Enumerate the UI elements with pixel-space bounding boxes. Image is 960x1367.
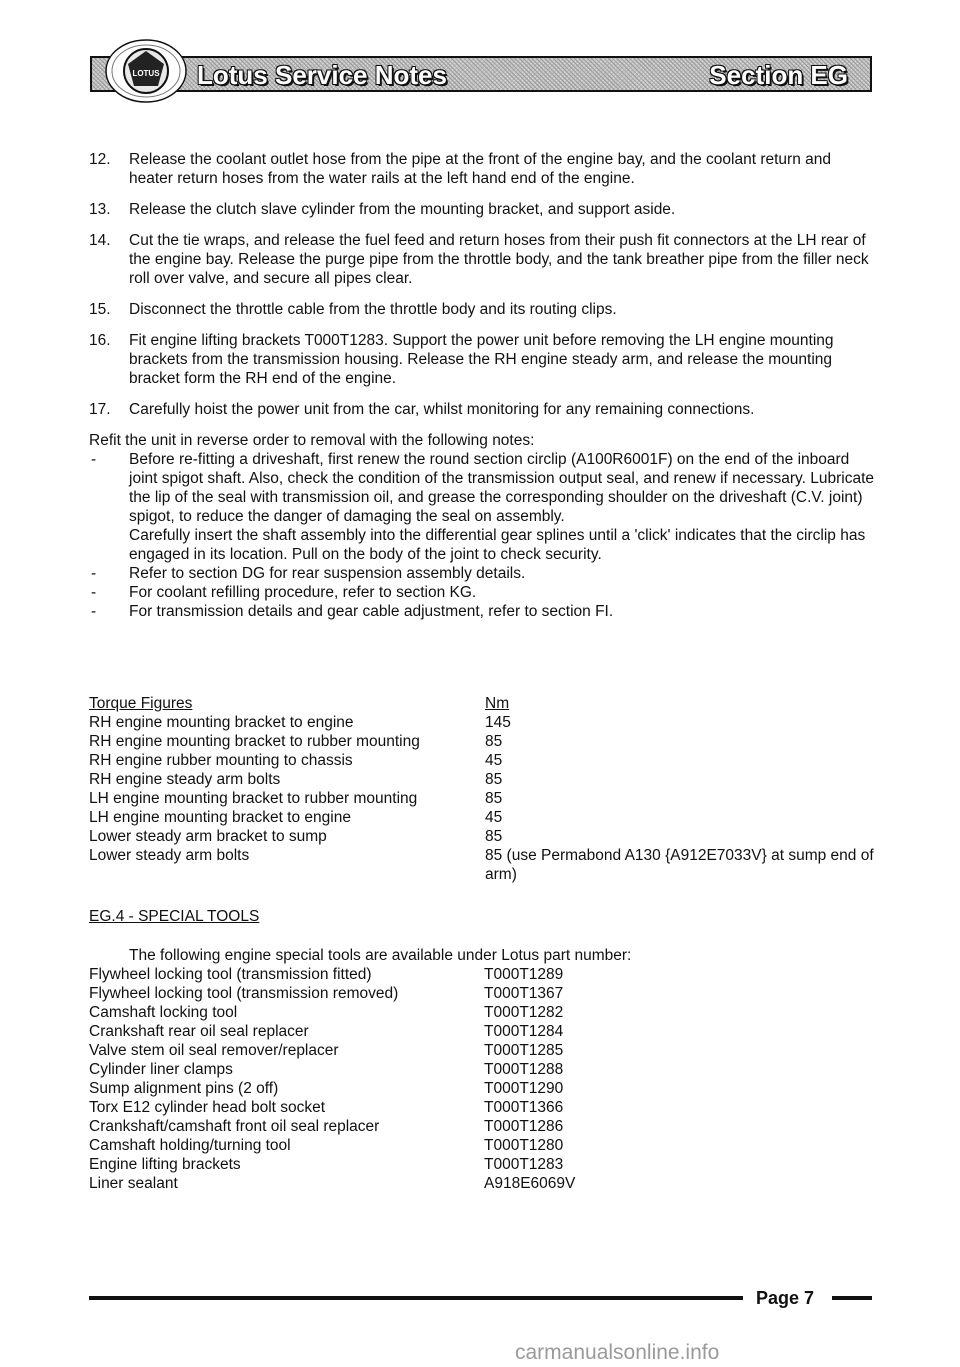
- note-text: Before re-fitting a driveshaft, first renew the round section circlip (A100R6001F) on the end of the inboard joint spigot shaft. Also, check the condition of the transmission output seal, and renew if necessary. Lubricate the lip of the seal with transmission oil, and grease the corresponding shoulder on the driveshaft (C.V. joint) spigot, to reduce the danger of damaging the seal on assembly.: [129, 451, 874, 525]
- tool-name: Crankshaft rear oil seal replacer: [89, 1023, 309, 1040]
- torque-value: 45: [485, 809, 503, 826]
- table-row: [89, 713, 879, 732]
- tool-part-number: T000T1366: [484, 1099, 564, 1116]
- note-dash: -: [91, 451, 97, 468]
- step-17: [89, 400, 879, 419]
- list-item: [89, 1174, 879, 1193]
- torque-desc: Lower steady arm bolts: [89, 847, 250, 864]
- tool-name: Flywheel locking tool (transmission removed): [89, 985, 399, 1002]
- special-tools-list: [89, 946, 879, 1193]
- step-text: Carefully hoist the power unit from the car, whilst monitoring for any remaining connections.: [129, 401, 755, 418]
- step-16: [89, 331, 879, 388]
- step-15: [89, 300, 879, 319]
- list-item: [89, 1155, 879, 1174]
- note-text: Carefully insert the shaft assembly into the differential gear splines until a 'click' indicates that the circlip has engaged in its location. Pull on the body of the joint to check security.: [129, 527, 866, 563]
- note-dash: -: [91, 584, 97, 601]
- list-item: [89, 1136, 879, 1155]
- step-14: [89, 231, 879, 288]
- torque-header-row: [89, 694, 879, 713]
- header-banner: [90, 56, 872, 92]
- note-text: For transmission details and gear cable adjustment, refer to section FI.: [129, 603, 614, 620]
- list-item: [89, 1079, 879, 1098]
- table-row: [89, 789, 879, 808]
- torque-value: 45: [485, 752, 503, 769]
- footer-rule-end: [832, 1296, 872, 1300]
- step-number: 15.: [89, 301, 111, 318]
- list-item: [89, 1041, 879, 1060]
- step-text: Fit engine lifting brackets T000T1283. Support the power unit before removing the LH engine mounting brackets from the transmission housing. Release the RH engine steady arm, and release the mounting bracket form the RH end of the engine.: [129, 332, 834, 387]
- refit-note: [89, 602, 879, 621]
- torque-value: 85 (use Permabond A130 {A912E7033V} at sump end of arm): [485, 847, 874, 883]
- torque-heading: Torque Figures: [89, 695, 193, 712]
- tool-part-number: T000T1289: [484, 966, 564, 983]
- refit-note: [89, 564, 879, 583]
- step-number: 17.: [89, 401, 111, 418]
- step-text: Cut the tie wraps, and release the fuel feed and return hoses from their push fit connectors at the LH rear of the engine bay. Release the purge pipe from the throttle body, and the tank breather pipe from the filler neck roll over valve, and secure all pipes clear.: [129, 232, 869, 287]
- refit-intro: Refit the unit in reverse order to removal with the following notes:: [89, 432, 535, 449]
- refit-note: [89, 450, 879, 564]
- tool-name: Liner sealant: [89, 1175, 178, 1192]
- tool-part-number: T000T1286: [484, 1118, 564, 1135]
- table-row: [89, 770, 879, 789]
- tool-part-number: T000T1283: [484, 1156, 564, 1173]
- torque-unit: Nm: [485, 695, 510, 712]
- step-number: 12.: [89, 151, 111, 168]
- step-text: Release the coolant outlet hose from the pipe at the front of the engine bay, and the coolant return and heater return hoses from the water rails at the left hand end of the engine.: [129, 151, 831, 187]
- special-tools-heading: EG.4 - SPECIAL TOOLS: [89, 908, 260, 925]
- tool-part-number: T000T1367: [484, 985, 564, 1002]
- watermark: carmanualsonline.info: [515, 1341, 720, 1364]
- torque-value: 145: [485, 714, 511, 731]
- list-item: [89, 1060, 879, 1079]
- list-item: [89, 1003, 879, 1022]
- table-row: [89, 808, 879, 827]
- torque-value: 85: [485, 771, 503, 788]
- torque-value: 85: [485, 733, 503, 750]
- note-dash: -: [91, 603, 97, 620]
- torque-desc: RH engine mounting bracket to rubber mounting: [89, 733, 420, 750]
- torque-desc: LH engine mounting bracket to engine: [89, 809, 351, 826]
- tool-name: Flywheel locking tool (transmission fitted): [89, 966, 372, 983]
- footer-rule: [89, 1296, 743, 1300]
- tool-name: Sump alignment pins (2 off): [89, 1080, 279, 1097]
- tool-part-number: T000T1288: [484, 1061, 564, 1078]
- list-item: [89, 1098, 879, 1117]
- logo-text: LOTUS: [132, 69, 160, 78]
- tool-part-number: T000T1290: [484, 1080, 564, 1097]
- tool-part-number: A918E6069V: [484, 1175, 576, 1192]
- torque-value: 85: [485, 828, 503, 845]
- tool-part-number: T000T1284: [484, 1023, 564, 1040]
- torque-desc: RH engine steady arm bolts: [89, 771, 281, 788]
- torque-desc: RH engine rubber mounting to chassis: [89, 752, 353, 769]
- page-number: Page 7: [756, 1288, 815, 1308]
- tool-name: Torx E12 cylinder head bolt socket: [89, 1099, 326, 1116]
- list-item: [89, 984, 879, 1003]
- tool-name: Camshaft holding/turning tool: [89, 1137, 291, 1154]
- table-row: [89, 732, 879, 751]
- tool-name: Cylinder liner clamps: [89, 1061, 233, 1078]
- torque-value: 85: [485, 790, 503, 807]
- step-13: [89, 200, 879, 219]
- note-text: For coolant refilling procedure, refer to section KG.: [129, 584, 477, 601]
- banner-section: Section EG: [709, 60, 848, 90]
- tool-name: Valve stem oil seal remover/replacer: [89, 1042, 339, 1059]
- note-text: Refer to section DG for rear suspension assembly details.: [129, 565, 526, 582]
- refit-notes: [89, 431, 879, 621]
- tool-part-number: T000T1282: [484, 1004, 564, 1021]
- list-item: [89, 965, 879, 984]
- tool-part-number: T000T1285: [484, 1042, 564, 1059]
- tool-name: Engine lifting brackets: [89, 1156, 241, 1173]
- procedure-steps: [89, 150, 879, 621]
- table-row: [89, 846, 879, 884]
- step-12: [89, 150, 879, 188]
- step-text: Disconnect the throttle cable from the throttle body and its routing clips.: [129, 301, 617, 318]
- tool-part-number: T000T1280: [484, 1137, 564, 1154]
- torque-desc: LH engine mounting bracket to rubber mounting: [89, 790, 418, 807]
- torque-figures-table: [89, 694, 879, 884]
- tool-name: Crankshaft/camshaft front oil seal replacer: [89, 1118, 380, 1135]
- tool-name: Camshaft locking tool: [89, 1004, 238, 1021]
- banner-title: Lotus Service Notes: [197, 60, 447, 90]
- lotus-logo-icon: [104, 38, 188, 104]
- refit-note: [89, 583, 879, 602]
- step-text: Release the clutch slave cylinder from the mounting bracket, and support aside.: [129, 201, 676, 218]
- torque-desc: RH engine mounting bracket to engine: [89, 714, 354, 731]
- step-number: 14.: [89, 232, 111, 249]
- special-tools-intro: The following engine special tools are available under Lotus part number:: [129, 947, 632, 964]
- step-number: 13.: [89, 201, 111, 218]
- table-row: [89, 827, 879, 846]
- list-item: [89, 1022, 879, 1041]
- torque-desc: Lower steady arm bracket to sump: [89, 828, 327, 845]
- step-number: 16.: [89, 332, 111, 349]
- table-row: [89, 751, 879, 770]
- note-dash: -: [91, 565, 97, 582]
- list-item: [89, 1117, 879, 1136]
